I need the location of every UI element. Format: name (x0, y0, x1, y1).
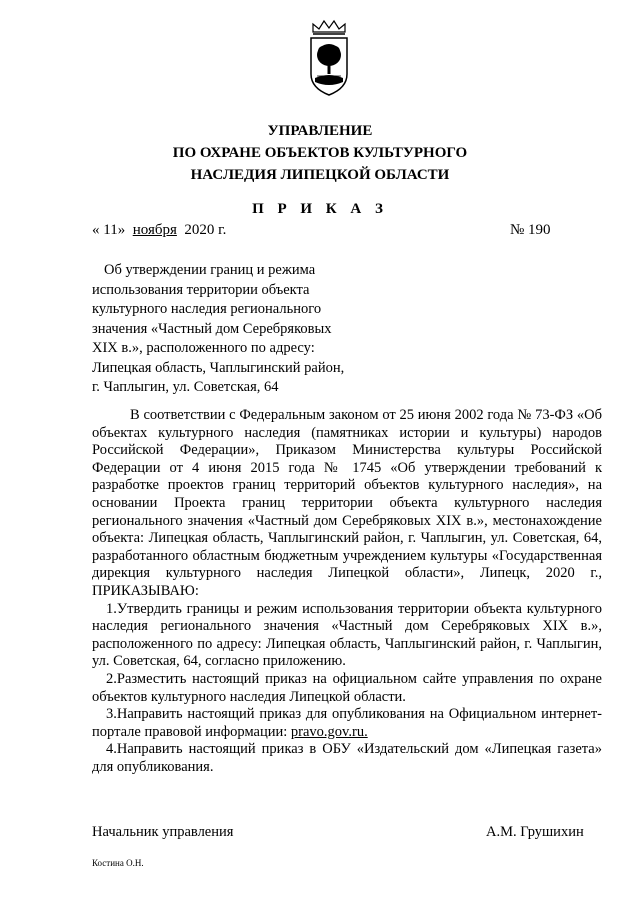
subject-line: Липецкая область, Чаплыгинский район, (92, 359, 345, 376)
order-year: 2020 г. (184, 222, 227, 238)
order-month: ноября (132, 222, 177, 238)
order-item-2: 2.Разместить настоящий приказ на официальном сайте управления по охране объектов культурного наследия Липецкой области. (92, 670, 602, 705)
lipetsk-coat-of-arms-icon (305, 18, 353, 98)
org-title-line-2: ПО ОХРАНЕ ОБЪЕКТОВ КУЛЬТУРНОГО (172, 145, 468, 161)
pravo-link[interactable]: pravo.gov.ru. (290, 723, 368, 740)
order-item-4: 4.Направить настоящий приказ в ОБУ «Издательский дом «Липецкая газета» для опубликования. (92, 741, 602, 775)
subject-line: культурного наследия регионального (92, 301, 322, 317)
order-item-3-text: 3.Направить настоящий приказ для опубликования на Официальном интернет-портале правовой информации: (92, 706, 602, 740)
order-item-3 (92, 706, 602, 741)
signatory-position: Начальник управления (92, 824, 234, 840)
organization-title (0, 120, 640, 186)
subject-line: значения «Частный дом Серебряковых (92, 320, 332, 337)
order-date (92, 221, 226, 239)
preamble-paragraph: В соответствии с Федеральным законом от 25 июня 2002 года № 73-ФЗ «Об объектах культурного наследия (памятниках истории и культуры) народов Российской Федерации», Приказом Министерства культуры Российской Федерации от 4 июня 2015 года № 1745 «Об утверждении требований к разработке проектов границ территорий объектов культурного наследия», на основании Проекта границ территории объекта культурного наследия регионального значения «Частный дом Серебряковых XIX в.», местонахождение объекта: Липецкая область, Чаплыгинский район, г. Чаплыгин, ул. Советская, 64, разработанного областным бюджетным учреждением культуры «Государственная дирекция культурного наследия Липецкой области», Липецк, 2020 г., ПРИКАЗЫВАЮ: (92, 407, 602, 599)
subject-line: XIX в.», расположенного по адресу: (92, 340, 315, 356)
org-title-line-1: УПРАВЛЕНИЕ (267, 123, 373, 139)
org-title-line-3: НАСЛЕДИЯ ЛИПЕЦКОЙ ОБЛАСТИ (190, 167, 450, 183)
order-number: № 190 (510, 222, 551, 238)
subject-line: Об утверждении границ и режима (104, 262, 316, 278)
order-title: П Р И К А З (252, 201, 388, 217)
order-day: « 11» (92, 222, 126, 238)
order-item-1: 1.Утвердить границы и режим использования территории объекта культурного наследия регионального значения «Частный дом Серебряковых XIX в.», расположенного по адресу: Липецкая область, Чаплыгинский район, г. Чаплыгин, ул. Советская, 64, согласно приложению. (92, 600, 602, 670)
order-body (92, 407, 602, 776)
executor-name: Костина О.Н. (92, 858, 144, 868)
signatory-name: А.М. Грушихин (486, 824, 584, 840)
subject-line: использования территории объекта (92, 281, 310, 298)
order-subject (92, 261, 392, 398)
subject-line: г. Чаплыгин, ул. Советская, 64 (92, 379, 279, 395)
